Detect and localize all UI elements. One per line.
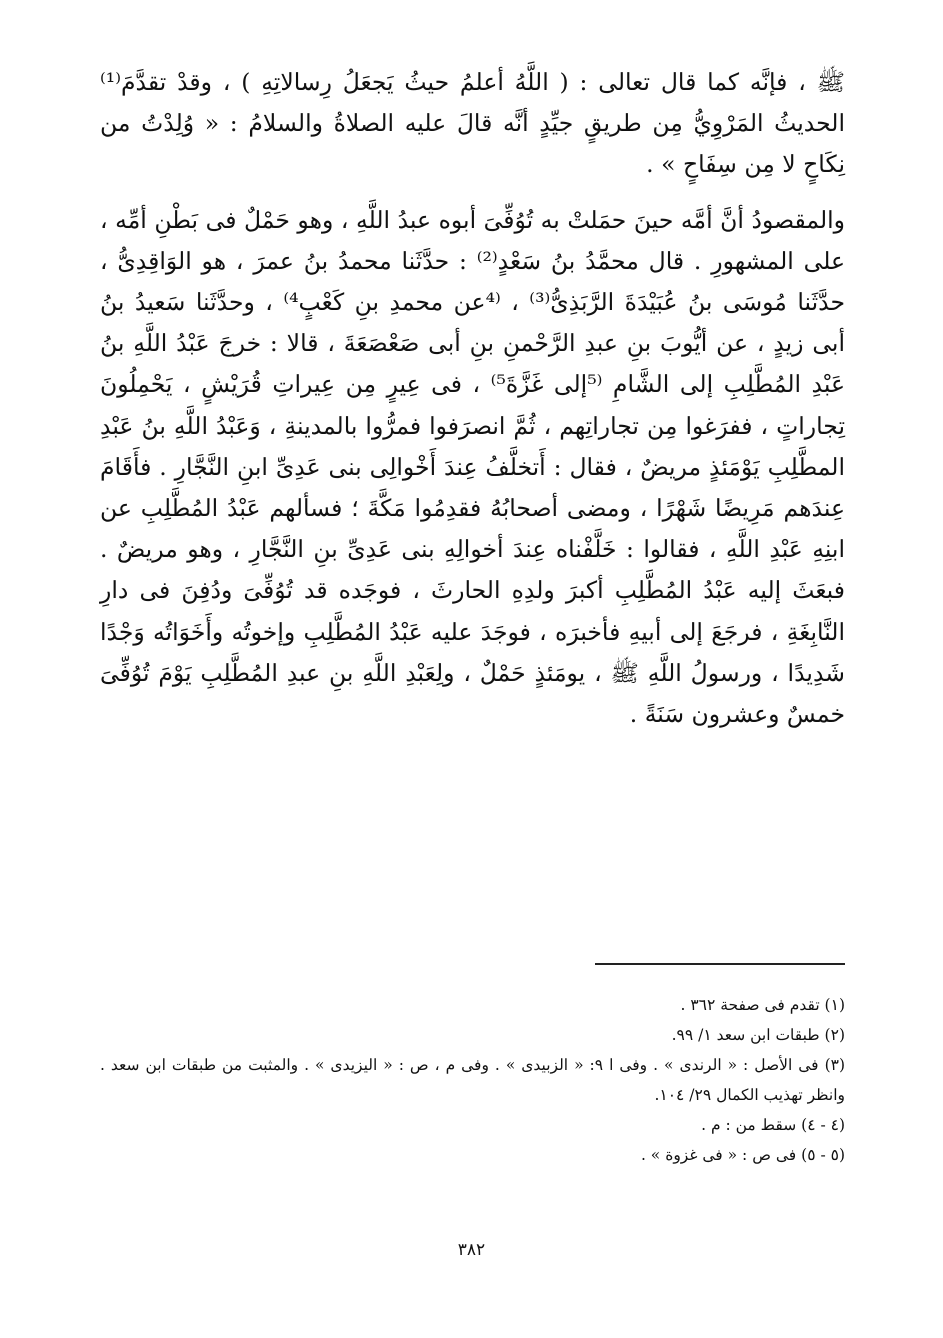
main-text: [100, 62, 845, 735]
footnote-divider: [595, 963, 845, 965]
footnote-4: (٤ - ٤) سقط من : م .: [701, 1116, 845, 1134]
footnote-3: (٣) فى الأصل : « الرندى » . وفى ا ٩: « الزبيدى » . وفى م ، ص : « اليزيدى » . والمثبت من طبقات ابن سعد . وانظر تهذيب الكمال ٢٩/ ١٠٤.: [100, 1056, 846, 1104]
paragraph-1: ﷺ ، فإنَّه كما قال تعالى : ( اللَّهُ أعلمُ حيثُ يَجعَلُ رِسالاتِهِ ) ، وقدْ تقدَّمَ⁽¹⁾ الحديثُ المَرْوِيُّ مِن طريقٍ جيِّدٍ أنَّه قالَ عليه الصلاةُ والسلامُ : « وُلِدْتُ من نِكَاحٍ لا مِن سِفَاحٍ » .: [100, 68, 845, 179]
footnote-2: (٢) طبقات ابن سعد ١/ ٩٩.: [671, 1026, 845, 1044]
footnote-5: (٥ - ٥) فى ص : « فى غزوة » .: [640, 1146, 845, 1164]
paragraph-2: والمقصودُ أنَّ أمَّه حينَ حمَلتْ به تُوُفِّىَ أبوه عبدُ اللَّهِ ، وهو حَمْلٌ فى بَطْنِ أمِّه ، على المشهورِ . قال محمَّدُ بنُ سَعْدٍ⁽²⁾ : حدَّثَنا محمدُ بنُ عمرَ ، هو الوَاقِدِىُّ ، حدَّثَنا مُوسَى بنُ عُبَيْدَةَ الرَّبَذِىُّ⁽³⁾ ، ⁽⁴عن محمدِ بنِ كَعْبٍ⁴⁾ ، وحدَّثَنا سَعيدُ بنُ أبى زيدٍ ، عن أيُّوبَ بنِ عبدِ الرَّحْمنِ بنِ أبى صَعْصَعَةَ ، قالا : خرجَ عَبْدُ اللَّهِ بنُ عَبْدِ المُطَّلِبِ إلى الشَّامِ ⁽⁵إلى غَزَّةَ⁵⁾ ، فى عِيرٍ مِن عِيراتِ قُرَيْشٍ ، يَحْمِلُونَ تِجاراتٍ ، ففرَغوا مِن تجاراتِهم ، ثُمَّ انصرَفوا فمرُّوا بالمدينةِ ، وَعَبْدُ اللَّهِ بنُ عَبْدِ المطَّلِبِ يَوْمَئذٍ مريضٌ ، فقال : أَتخلَّفُ عِندَ أَخْوالِى بنى عَدِىِّ ابنِ النَّجَّارِ . فأَقَامَ عِندَهم مَرِيضًا شَهْرًا ، ومضى أصحابُهُ فقدِمُوا مَكَّةَ ؛ فسألهم عَبْدُ المُطَّلِبِ عن ابنِهِ عَبْدِ اللَّهِ ، فقالوا : خَلَّفْناه عِندَ أخوالِهِ بنى عَدِىِّ بنِ النَّجَّارِ ، وهو مريضٌ . فبعَثَ إليه عَبْدُ المُطَّلِبِ أكبرَ ولدِهِ الحارثَ ، فوجَده قد تُوُفِّىَ ودُفِنَ فى دارِ النَّابِغَةِ ، فرجَعَ إلى أبيهِ فأخبرَه ، فوجَدَ عليه عَبْدُ المُطَّلِبِ وإخوتُه وأَخَوَاتُه وَجْدًا شَدِيدًا ، ورسولُ اللَّهِ ﷺ ، يومَئذٍ حَمْلٌ ، ولِعَبْدِ اللَّهِ بنِ عبدِ المُطَّلِبِ يَوْمَ تُوُفِّىَ خمسٌ وعشرون سَنَةً .: [100, 205, 846, 729]
footnote-1: (١) تقدم فى صفحة ٣٦٢ .: [680, 996, 845, 1014]
footnotes: [100, 990, 845, 1170]
page-number: ٣٨٢: [457, 1240, 486, 1260]
